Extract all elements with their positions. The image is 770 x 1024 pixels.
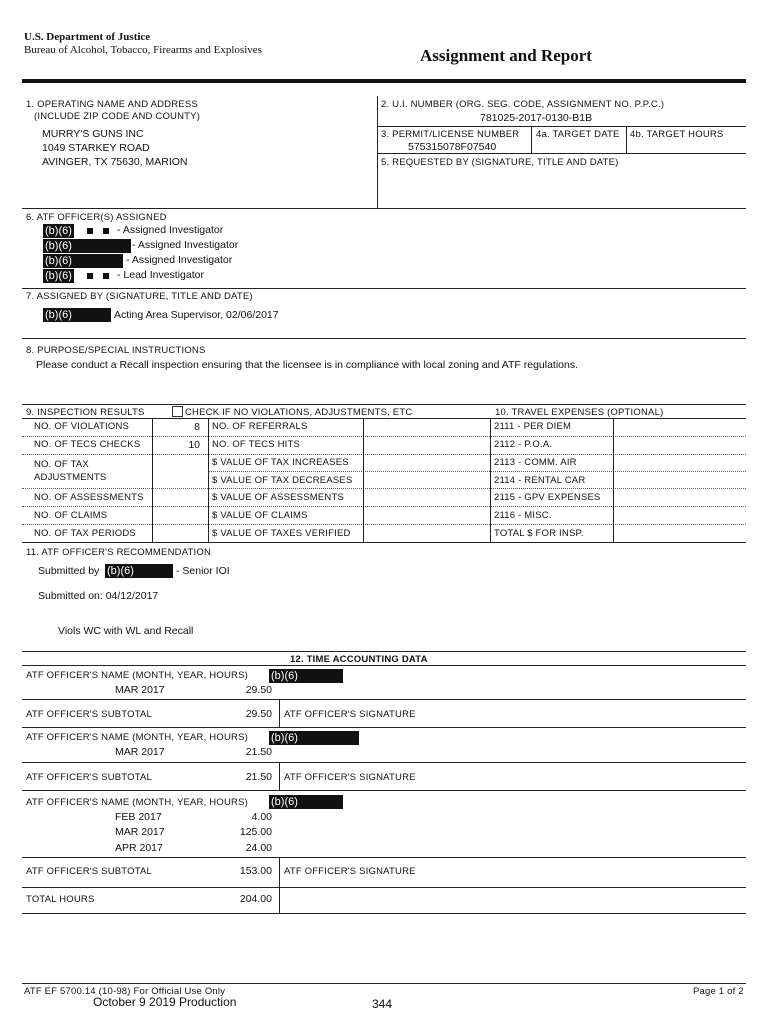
time-month: MAR 2017 <box>115 746 165 758</box>
redaction: (b)(6) <box>269 795 343 809</box>
result-label: NO. OF CLAIMS <box>34 510 108 521</box>
submitted-by-title: - Senior IOI <box>176 565 230 577</box>
officer-3: - Assigned Investigator <box>126 254 233 266</box>
signature-label: ATF OFFICER'S SIGNATURE <box>284 866 416 877</box>
redaction: (b)(6) <box>105 564 173 578</box>
no-violations-checkbox[interactable] <box>172 406 183 417</box>
submitted-on: Submitted on: 04/12/2017 <box>38 590 159 602</box>
redaction: (b)(6) <box>45 225 72 237</box>
sec2-label: 2. U.I. NUMBER (ORG. SEG. CODE, ASSIGNMENT NO. P.P.C.) <box>381 99 665 110</box>
operator-street: 1049 STARKEY ROAD <box>42 142 150 154</box>
officer-2: - Assigned Investigator <box>132 239 239 251</box>
redaction: (b)(6) <box>43 239 131 253</box>
travel-label: 2113 - COMM. AIR <box>494 457 577 468</box>
result-label: NO. OF TAX ADJUSTMENTS <box>34 459 107 483</box>
redaction: (b)(6) <box>43 254 123 268</box>
form-number: ATF EF 5700.14 (10-98) For Official Use Only <box>24 986 226 997</box>
redaction: (b)(6) <box>43 308 111 322</box>
time-month: APR 2017 <box>115 842 163 854</box>
recommendation-note: Viols WC with WL and Recall <box>58 625 194 637</box>
time-month: FEB 2017 <box>115 811 162 823</box>
sec12-title: 12. TIME ACCOUNTING DATA <box>290 654 428 665</box>
sec3-label: 3. PERMIT/LICENSE NUMBER <box>381 129 520 140</box>
time-hours: 125.00 <box>239 826 272 838</box>
time-hours: 4.00 <box>251 811 272 823</box>
operator-name: MURRY'S GUNS INC <box>42 128 144 140</box>
result-mid-label: $ VALUE OF TAXES VERIFIED <box>212 528 351 539</box>
page-number: Page 1 of 2 <box>693 986 744 997</box>
subtotal-label: ATF OFFICER'S SUBTOTAL <box>26 709 153 720</box>
redaction: (b)(6) <box>269 731 359 745</box>
header-rule <box>22 79 746 83</box>
officer-name-label: ATF OFFICER'S NAME (MONTH, YEAR, HOURS) <box>26 797 248 808</box>
result-mid-label: NO. OF TECS HITS <box>212 439 301 450</box>
result-mid-label: $ VALUE OF ASSESSMENTS <box>212 492 344 503</box>
time-month: MAR 2017 <box>115 684 165 696</box>
target-date-label: 4a. TARGET DATE <box>536 129 620 140</box>
officer-name-label: ATF OFFICER'S NAME (MONTH, YEAR, HOURS) <box>26 670 248 681</box>
sec6-label: 6. ATF OFFICER(S) ASSIGNED <box>26 212 167 223</box>
time-hours: 29.50 <box>245 684 272 696</box>
travel-label: TOTAL $ FOR INSP. <box>494 528 584 539</box>
result-label: NO. OF TAX PERIODS <box>34 528 136 539</box>
result-label: NO. OF VIOLATIONS <box>34 421 130 432</box>
department-name: U.S. Department of Justice <box>24 31 151 43</box>
total-hours-value: 204.00 <box>239 893 272 905</box>
result-mid-label: $ VALUE OF CLAIMS <box>212 510 308 521</box>
ui-number: 781025-2017-0130-B1B <box>480 112 593 124</box>
sec1-label: 1. OPERATING NAME AND ADDRESS <box>26 99 198 110</box>
subtotal-value: 21.50 <box>245 771 272 783</box>
redaction: (b)(6) <box>45 270 72 282</box>
assigned-by: Acting Area Supervisor, 02/06/2017 <box>114 309 279 321</box>
redaction: (b)(6) <box>269 669 343 683</box>
sec9-label: 9. INSPECTION RESULTS <box>26 407 145 418</box>
result-value: 8 <box>194 421 200 433</box>
subtotal-label: ATF OFFICER'S SUBTOTAL <box>26 772 153 783</box>
signature-label: ATF OFFICER'S SIGNATURE <box>284 772 416 783</box>
bureau-name: Bureau of Alcohol, Tobacco, Firearms and Explosives <box>24 44 262 56</box>
result-mid-label: $ VALUE OF TAX DECREASES <box>212 475 353 486</box>
travel-label: 2114 - RENTAL CAR <box>494 475 586 486</box>
result-mid-label: $ VALUE OF TAX INCREASES <box>212 457 349 468</box>
subtotal-label: ATF OFFICER'S SUBTOTAL <box>26 866 153 877</box>
result-label: NO. OF ASSESSMENTS <box>34 492 144 503</box>
result-value: 10 <box>188 439 200 451</box>
sec1-sublabel: (INCLUDE ZIP CODE AND COUNTY) <box>34 111 201 122</box>
time-hours: 21.50 <box>245 746 272 758</box>
form-title: Assignment and Report <box>420 46 592 65</box>
sec8-label: 8. PURPOSE/SPECIAL INSTRUCTIONS <box>26 345 206 356</box>
special-instructions: Please conduct a Recall inspection ensuring that the licensee is in compliance with local zoning and ATF regulations. <box>36 359 579 371</box>
officer-name-label: ATF OFFICER'S NAME (MONTH, YEAR, HOURS) <box>26 732 248 743</box>
sec5-label: 5. REQUESTED BY (SIGNATURE, TITLE AND DATE) <box>381 157 619 168</box>
sec7-label: 7. ASSIGNED BY (SIGNATURE, TITLE AND DATE) <box>26 291 253 302</box>
travel-label: 2112 - P.O.A. <box>494 439 553 450</box>
subtotal-value: 29.50 <box>245 708 272 720</box>
license-number: 575315078F07540 <box>408 141 497 153</box>
time-month: MAR 2017 <box>115 826 165 838</box>
travel-label: 2111 - PER DIEM <box>494 421 572 432</box>
subtotal-value: 153.00 <box>239 865 272 877</box>
submitted-by-label: Submitted by <box>38 565 100 577</box>
production-stamp: October 9 2019 Production <box>93 995 237 1009</box>
sec9-check-label: CHECK IF NO VIOLATIONS, ADJUSTMENTS, ETC <box>185 407 413 418</box>
sec11-label: 11. ATF OFFICER'S RECOMMENDATION <box>26 547 212 558</box>
officer-1: - Assigned Investigator <box>117 224 224 236</box>
sec10-label: 10. TRAVEL EXPENSES (OPTIONAL) <box>495 407 664 418</box>
result-mid-label: NO. OF REFERRALS <box>212 421 308 432</box>
time-hours: 24.00 <box>245 842 272 854</box>
travel-label: 2115 - GPV EXPENSES <box>494 492 601 503</box>
result-label: NO. OF TECS CHECKS <box>34 439 141 450</box>
travel-label: 2116 - MISC. <box>494 510 552 521</box>
operator-city: AVINGER, TX 75630, MARION <box>42 156 188 168</box>
target-hours-label: 4b. TARGET HOURS <box>630 129 724 140</box>
total-hours-label: TOTAL HOURS <box>26 894 95 905</box>
signature-label: ATF OFFICER'S SIGNATURE <box>284 709 416 720</box>
bates-number: 344 <box>372 997 393 1011</box>
officer-4: - Lead Investigator <box>117 269 204 281</box>
